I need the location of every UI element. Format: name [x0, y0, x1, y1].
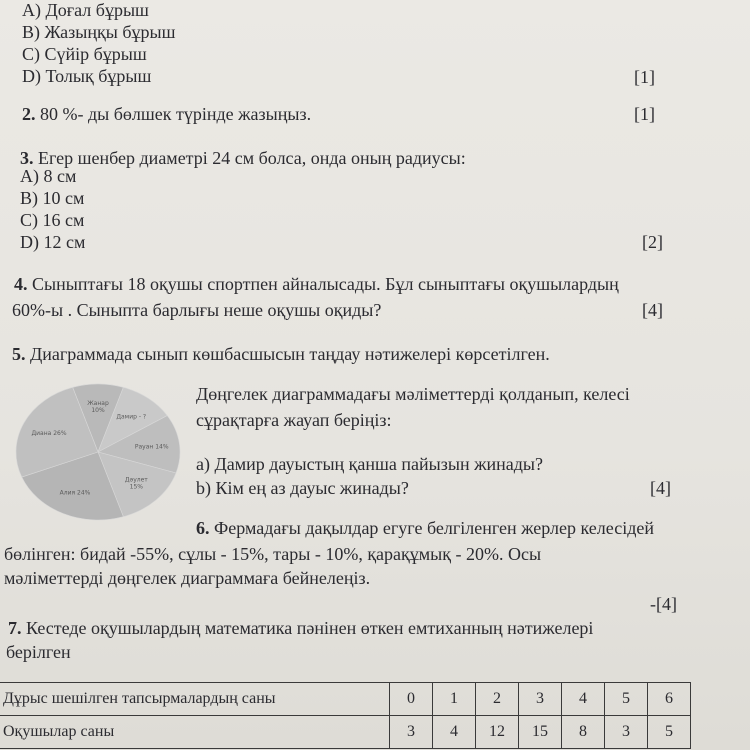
row1-cell: 1 [433, 683, 476, 716]
q4-line2: 60%-ы . Сыныпта барлығы неше оқушы оқиды? [12, 300, 382, 320]
row2-cell: 15 [519, 716, 562, 749]
q3-option-b: B) 10 см [20, 188, 85, 208]
q6-number: 6. [196, 518, 210, 538]
q6-text1: Фермадағы дақылдар егуге белгіленген жерлер келесідей [214, 518, 654, 538]
q7-line2: берілген [6, 642, 71, 662]
q6-line2: бөлінген: бидай -55%, сұлы - 15%, тары - 10%, қарақұмық - 20%. Осы [4, 544, 542, 564]
q1-option-a: A) Доғал бұрыш [22, 0, 149, 20]
q7-line1 [8, 618, 593, 638]
row2-cell: 3 [390, 716, 433, 749]
row2-cell: 5 [648, 716, 691, 749]
q2-line [22, 104, 311, 124]
q4-number: 4. [14, 274, 28, 294]
q7-number: 7. [8, 618, 22, 638]
row1-cell: 3 [519, 683, 562, 716]
q5-part-a: a) Дамир дауыстың қанша пайызын жинады? [196, 454, 544, 474]
q3-text: Егер шенбер диаметрі 24 см болса, онда оның радиусы: [38, 148, 466, 168]
q5-number: 5. [12, 344, 26, 364]
q2-mark: [1] [634, 104, 655, 124]
q3-number: 3. [20, 148, 34, 168]
q6-line3: мәліметтерді дөңгелек диаграммаға бейнелеңіз. [4, 568, 371, 588]
row2-cell: 3 [605, 716, 648, 749]
pie-svg [8, 376, 188, 526]
row1-cell: 0 [390, 683, 433, 716]
vote-pie-chart [8, 376, 188, 526]
row1-label: Дұрыс шешілген тапсырмалардың саны [0, 683, 390, 716]
q7-text1: Кестеде оқушылардың математика пәнінен өткен емтиханның нәтижелері [26, 618, 594, 638]
q1-mark: [1] [634, 67, 655, 87]
q3-option-c: C) 16 см [20, 210, 85, 230]
row2-cell: 8 [562, 716, 605, 749]
pie-label: Алия 24% [59, 489, 91, 497]
row2-cell: 12 [476, 716, 519, 749]
q3-option-a: A) 8 см [20, 166, 77, 186]
table-row [0, 716, 691, 749]
q5-part-b: b) Кім ең аз дауыс жинады? [196, 478, 409, 498]
pie-label: Дамир - ? [116, 413, 147, 421]
q2-text: 80 %- ды бөлшек түрінде жазыңыз. [40, 104, 312, 124]
q6-mark: -[4] [650, 594, 677, 614]
row1-cell: 4 [562, 683, 605, 716]
q4-line1 [14, 274, 619, 294]
q1-option-b: B) Жазыңқы бұрыш [22, 22, 176, 42]
row1-cell: 6 [648, 683, 691, 716]
results-table [0, 682, 691, 749]
q1-option-d: D) Толық бұрыш [22, 66, 152, 86]
q3-option-d: D) 12 см [20, 232, 86, 252]
q4-text1: Сыныптағы 18 оқушы спортпен айналысады. Бұл сыныптағы оқушылардың [32, 274, 619, 294]
q5-intro2: сұрақтарға жауап беріңіз: [196, 410, 392, 430]
table-row [0, 683, 691, 716]
pie-label: Диана 26% [31, 429, 67, 437]
q5-text: Диаграммада сынып көшбасшысын таңдау нәтижелері көрсетілген. [30, 344, 550, 364]
q3-line [20, 148, 466, 168]
row1-cell: 5 [605, 683, 648, 716]
q4-mark: [4] [642, 300, 663, 320]
pie-label: Жанар 10% [87, 400, 109, 415]
q2-number: 2. [22, 104, 36, 124]
q5-mark: [4] [650, 478, 671, 498]
q5-line [12, 344, 550, 364]
row2-label: Оқушылар саны [0, 716, 390, 749]
q5-intro1: Дөңгелек диаграммадағы мәліметтерді қолданып, келесі [196, 384, 630, 404]
q6-line1 [196, 518, 654, 538]
q1-option-c: C) Сүйір бұрыш [22, 44, 147, 64]
row1-cell: 2 [476, 683, 519, 716]
pie-label: Рауан 14% [134, 443, 169, 451]
pie-label: Дәулет 15% [124, 476, 148, 491]
q3-mark: [2] [642, 232, 663, 252]
row2-cell: 4 [433, 716, 476, 749]
